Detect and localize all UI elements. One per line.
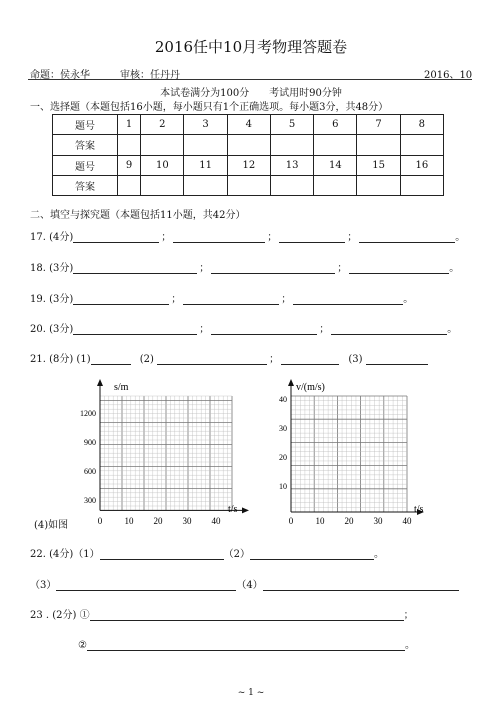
q18-label: 18. (3分) [30, 263, 74, 274]
y-tick: 30 [279, 424, 287, 433]
answer-cell[interactable] [118, 135, 141, 155]
q23-label: 23 . (2分) ① [30, 610, 90, 621]
table-row [53, 115, 444, 135]
answer-cell[interactable] [314, 175, 357, 195]
answer-cell[interactable] [227, 135, 270, 155]
answer-cell[interactable] [400, 175, 443, 195]
q22-part4-label: （4） [236, 580, 263, 591]
question-number: 2 [141, 115, 184, 135]
arrow-right-icon [242, 507, 249, 513]
separator: ； [161, 232, 172, 243]
x-tick: 30 [373, 516, 383, 526]
question-number: 4 [227, 115, 270, 135]
x-tick: 40 [211, 516, 221, 526]
question-number: 5 [270, 115, 313, 135]
q21-part4-label: (4)如图 [34, 520, 69, 531]
separator: 。 [455, 232, 466, 243]
answer-blank[interactable] [183, 293, 279, 305]
y-tick: 10 [279, 482, 287, 491]
x-tick: 20 [344, 516, 354, 526]
arrow-up-icon [288, 379, 294, 386]
answer-blank[interactable] [100, 548, 224, 560]
answer-blank[interactable] [73, 231, 159, 243]
answer-blank[interactable] [87, 639, 405, 651]
graph-s-t[interactable] [60, 378, 250, 530]
answer-cell[interactable] [141, 175, 184, 195]
q19-label: 19. (3分) [30, 294, 74, 305]
page-title: 2016任中10月考物理答题卷 [154, 38, 348, 56]
answer-blank[interactable] [173, 231, 265, 243]
y-tick: 300 [84, 496, 96, 505]
separator: ； [199, 263, 210, 274]
question-number: 7 [357, 115, 400, 135]
q21-label: 21. (8分) (1) [30, 354, 91, 365]
answer-blank[interactable] [281, 353, 339, 365]
y-tick: 40 [279, 395, 287, 404]
arrow-up-icon [97, 379, 103, 386]
y-tick: 900 [84, 438, 96, 447]
separator: ； [269, 354, 280, 365]
answer-cell[interactable] [270, 175, 313, 195]
axes [97, 379, 249, 513]
q20-label: 20. (3分) [30, 324, 74, 335]
answer-cell[interactable] [400, 135, 443, 155]
q23-line-2 [78, 636, 415, 651]
separator: 。 [403, 294, 414, 305]
question-number: 3 [184, 115, 227, 135]
answer-table [52, 114, 444, 196]
grid [100, 396, 232, 510]
answer-blank[interactable] [56, 579, 236, 591]
q22-part2-label: （2） [223, 549, 250, 560]
section2-title: 二、填空与探究题（本题包括11小题，共42分） [30, 210, 246, 221]
separator: 。 [447, 324, 458, 335]
x-axis-label: t/s [414, 504, 424, 515]
answer-cell[interactable] [227, 175, 270, 195]
y-tick: 20 [279, 453, 287, 462]
q23-line [30, 606, 414, 621]
x-tick: 0 [97, 516, 103, 526]
separator: ； [171, 294, 182, 305]
author: 命题：侯永华 [30, 70, 90, 81]
answer-blank[interactable] [211, 262, 335, 274]
separator: ； [267, 232, 278, 243]
q21-part2-label: (2) [139, 354, 154, 365]
answer-blank[interactable] [359, 231, 455, 243]
answer-blank[interactable] [211, 323, 317, 335]
answer-blank[interactable] [73, 323, 197, 335]
separator: ； [337, 263, 348, 274]
q22-part3-label: （3） [30, 580, 57, 591]
x-tick: 30 [182, 516, 192, 526]
separator: ； [281, 294, 292, 305]
header-rule [28, 79, 472, 80]
question-number: 11 [184, 155, 227, 175]
answer-blank[interactable] [263, 579, 459, 591]
question-number: 13 [270, 155, 313, 175]
q22-line [30, 545, 384, 560]
question-number: 12 [227, 155, 270, 175]
question-number: 8 [400, 115, 443, 135]
separator: 。 [373, 549, 384, 560]
y-tick: 1200 [80, 409, 96, 418]
separator: ； [199, 324, 210, 335]
answer-cell[interactable] [270, 135, 313, 155]
answer-cell[interactable] [357, 135, 400, 155]
answer-cell[interactable] [357, 175, 400, 195]
answer-blank[interactable] [331, 323, 447, 335]
answer-blank[interactable] [250, 548, 374, 560]
question-number: 16 [400, 155, 443, 175]
reviewer: 审核：任丹丹 [120, 70, 180, 81]
answer-blank[interactable] [279, 231, 345, 243]
table-row [53, 135, 444, 155]
question-number: 10 [141, 155, 184, 175]
page-number: ~ 1 ~ [237, 688, 265, 698]
date: 2016、10 [424, 70, 473, 81]
answer-blank[interactable] [73, 293, 169, 305]
answer-blank[interactable] [73, 262, 197, 274]
answer-cell[interactable] [184, 135, 227, 155]
x-tick: 40 [402, 516, 412, 526]
q17-label: 17. (4分) [30, 232, 74, 243]
separator: ； [403, 610, 414, 621]
answer-cell[interactable] [118, 175, 141, 195]
answer-blank[interactable] [157, 353, 267, 365]
answer-blank[interactable] [349, 262, 449, 274]
section1-title: 一、选择题（本题包括16小题，每小题只有1个正确选项。每小题3分，共48分） [30, 102, 389, 113]
x-tick: 20 [153, 516, 163, 526]
table-row [53, 175, 444, 195]
graph-v-t[interactable] [270, 378, 440, 530]
answer-cell[interactable] [314, 135, 357, 155]
question-number: 14 [314, 155, 357, 175]
question-number: 15 [357, 155, 400, 175]
separator: ； [347, 232, 358, 243]
q22-label: 22. (4分)（1） [30, 549, 100, 560]
exam-note: 本试卷满分为100分 考试用时90分钟 [160, 88, 342, 99]
q17-line [30, 228, 465, 243]
row-label: 答案 [53, 135, 118, 155]
q19-line [30, 290, 413, 305]
answer-blank[interactable] [293, 293, 403, 305]
q21-part3-label: (3) [348, 354, 363, 365]
answer-cell[interactable] [184, 175, 227, 195]
separator: 。 [449, 263, 460, 274]
separator: 。 [404, 640, 415, 651]
x-tick: 10 [124, 516, 134, 526]
q20-line [30, 320, 457, 335]
y-axis-label: s/m [114, 382, 129, 393]
answer-blank[interactable] [366, 353, 428, 365]
row-label: 答案 [53, 175, 118, 195]
q18-line [30, 259, 459, 274]
answer-blank[interactable] [91, 353, 131, 365]
x-tick: 10 [315, 516, 325, 526]
separator: ； [319, 324, 330, 335]
question-number: 9 [118, 155, 141, 175]
grid [291, 396, 407, 512]
row-label: 题号 [53, 155, 118, 175]
q22-line-2 [30, 576, 459, 591]
answer-cell[interactable] [141, 135, 184, 155]
y-tick: 600 [84, 467, 96, 476]
q21-line [30, 350, 428, 365]
question-number: 6 [314, 115, 357, 135]
question-number: 1 [118, 115, 141, 135]
row-label: 题号 [53, 115, 118, 135]
x-axis-label: t/s [228, 504, 238, 515]
x-tick: 0 [288, 516, 294, 526]
table-row [53, 155, 444, 175]
y-axis-label: v/(m/s) [296, 382, 325, 393]
q23-part2-label: ② [78, 640, 87, 651]
answer-blank[interactable] [90, 609, 404, 621]
